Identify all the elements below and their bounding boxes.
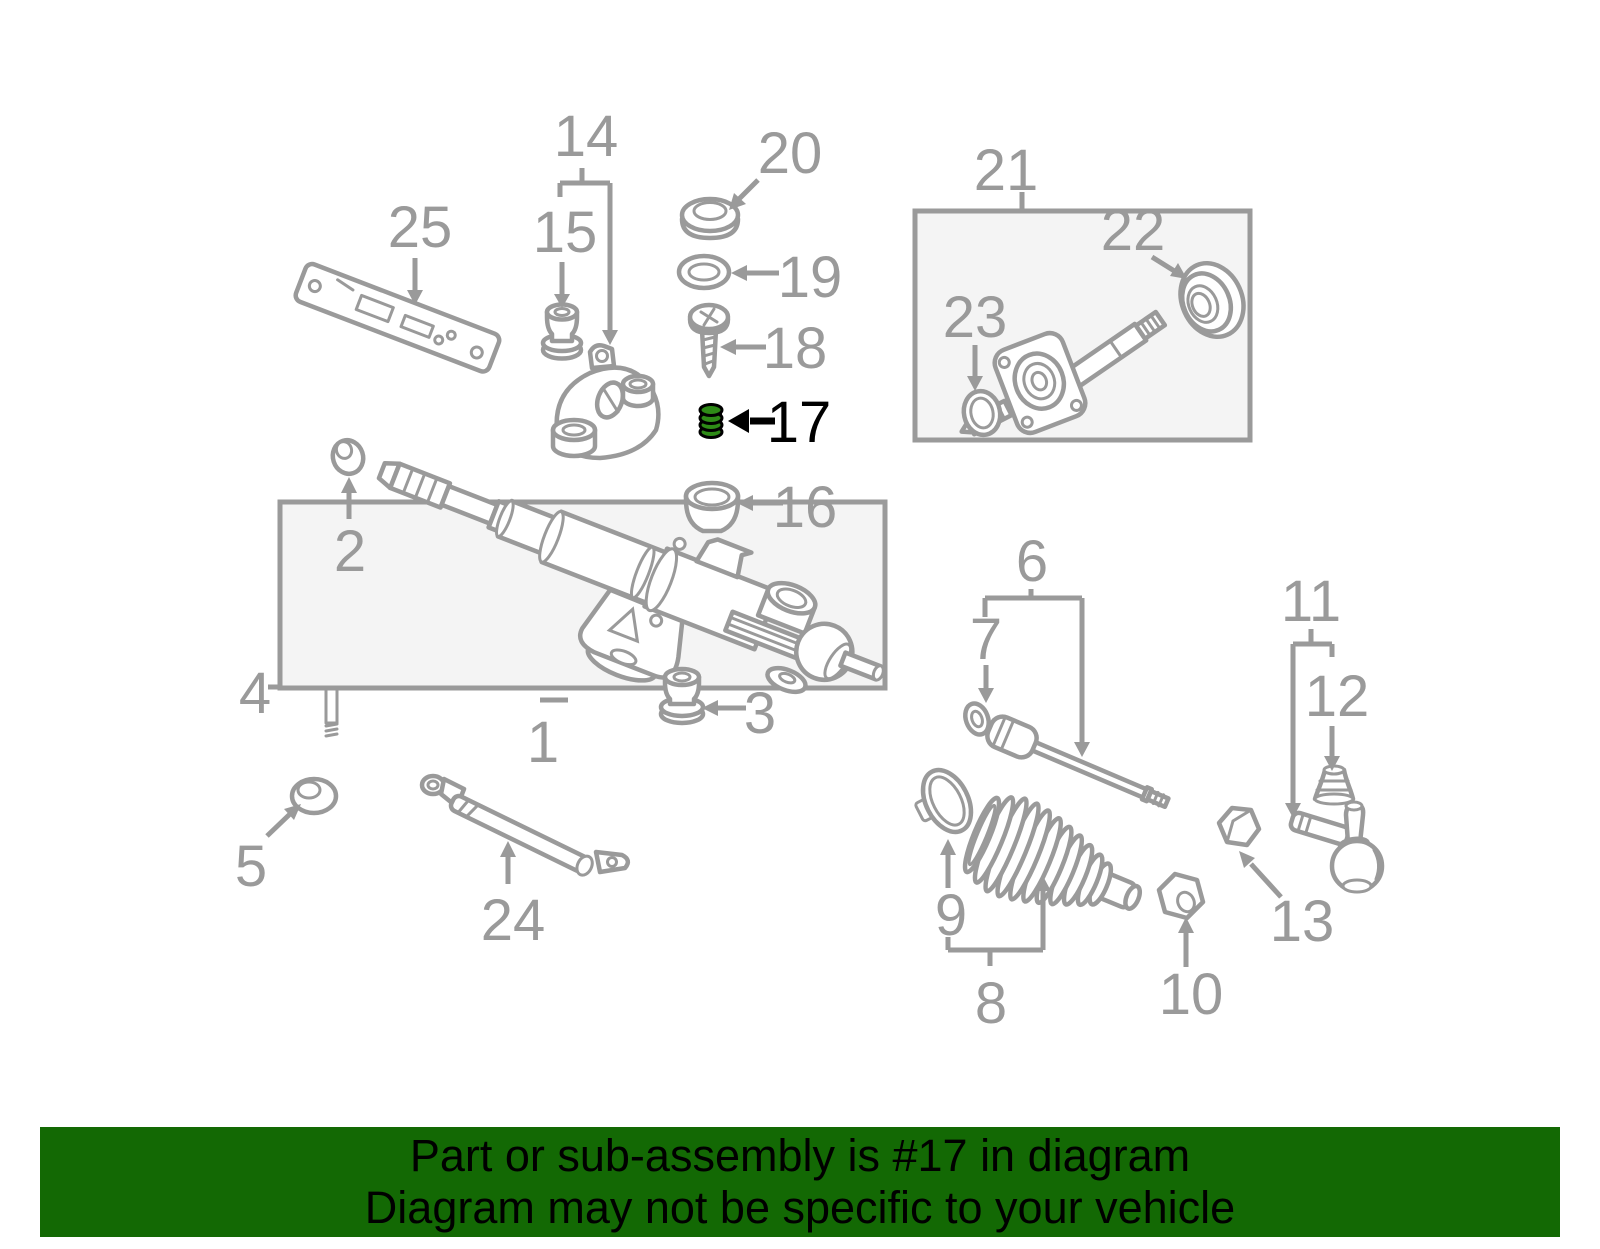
part-10-nut-drawing — [1159, 874, 1203, 918]
banner-line-1: Part or sub-assembly is #17 in diagram — [409, 1130, 1191, 1181]
part-label-15: 15 — [532, 200, 598, 265]
part-16-cap-drawing — [686, 483, 738, 531]
banner-line-2: Diagram may not be specific to your vehicle — [364, 1182, 1236, 1233]
part-label-16: 16 — [772, 475, 838, 540]
part-label-21: 21 — [973, 138, 1039, 203]
part-20-grommet-drawing — [682, 199, 738, 238]
part-label-13: 13 — [1269, 889, 1335, 954]
part-label-18: 18 — [762, 316, 828, 381]
part-15-bushing-drawing — [543, 305, 581, 359]
part-label-12: 12 — [1304, 664, 1370, 729]
part-label-14: 14 — [553, 104, 619, 169]
mounting-bolt-drawing — [326, 689, 337, 736]
info-banner — [40, 1127, 1560, 1237]
part-12-dust-boot-drawing — [1315, 766, 1353, 804]
part-25-brace-drawing — [294, 262, 502, 374]
part-24-stiffener-drawing — [422, 776, 628, 878]
part-label-9: 9 — [934, 883, 968, 948]
part-2-bushing-drawing — [328, 436, 367, 478]
part-label-23: 23 — [942, 285, 1008, 350]
part-label-1: 1 — [526, 710, 560, 775]
part-11-tie-rod-end-drawing — [1289, 802, 1382, 892]
part-17-highlighted-bushing — [700, 405, 722, 438]
part-label-6: 6 — [1015, 529, 1049, 594]
part-19-oring-drawing — [679, 256, 729, 288]
part-8-boot-drawing — [955, 786, 1157, 946]
part-label-24: 24 — [480, 888, 546, 953]
part-label-8: 8 — [974, 971, 1008, 1036]
part-label-7: 7 — [969, 607, 1003, 672]
part-label-3: 3 — [743, 681, 777, 746]
part-label-25: 25 — [387, 195, 453, 260]
part-label-11: 11 — [1280, 569, 1342, 634]
part-label-5: 5 — [234, 834, 268, 899]
part-3-bushing-drawing — [661, 669, 703, 723]
part-7-washer-drawing — [961, 700, 993, 738]
part-label-17: 17 — [766, 390, 832, 455]
part-14-mount-bracket-drawing — [553, 345, 658, 458]
part-9-clamp-drawing — [905, 762, 980, 844]
part-label-10: 10 — [1158, 962, 1224, 1027]
part-label-19: 19 — [777, 245, 843, 310]
part-label-2: 2 — [333, 519, 367, 584]
part-13-nut-drawing — [1219, 808, 1259, 845]
part-label-20: 20 — [757, 121, 823, 186]
part-label-4: 4 — [238, 661, 272, 726]
part-label-22: 22 — [1100, 198, 1166, 263]
part-18-screw-drawing — [690, 305, 728, 376]
